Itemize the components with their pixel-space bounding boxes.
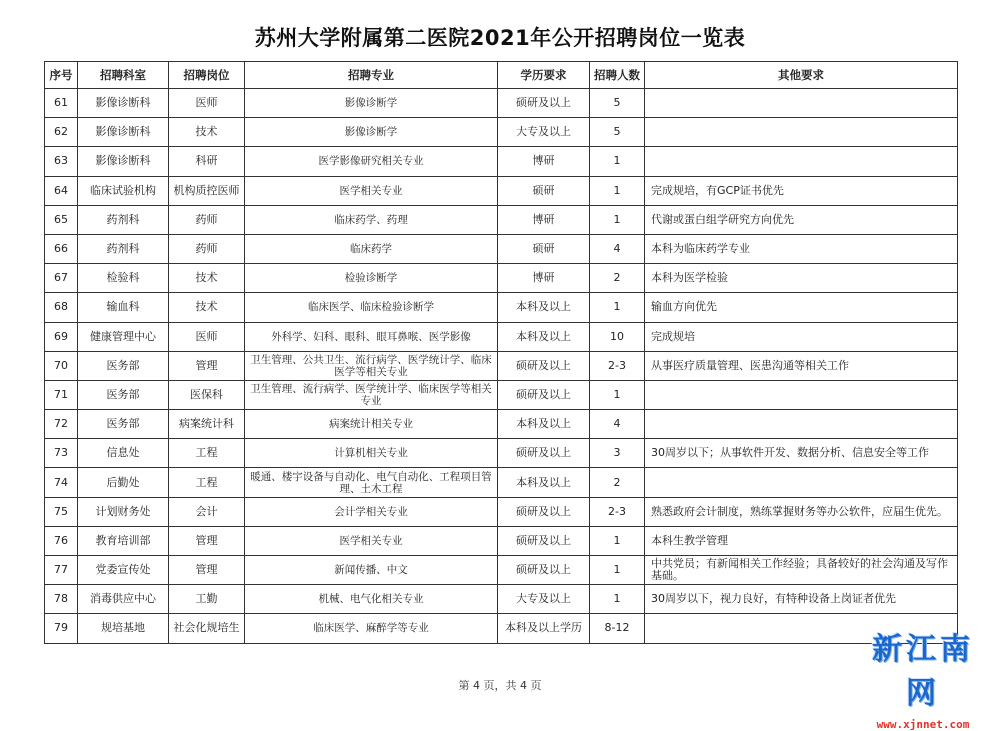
cell-education: 大专及以上 (498, 585, 590, 614)
cell-position: 医师 (169, 89, 245, 118)
cell-education: 本科及以上 (498, 410, 590, 439)
table-row (45, 351, 958, 380)
cell-position: 科研 (169, 147, 245, 176)
cell-position: 药师 (169, 205, 245, 234)
cell-other-requirements (645, 89, 958, 118)
cell-headcount: 2-3 (590, 351, 645, 380)
cell-headcount: 10 (590, 322, 645, 351)
cell-education: 硕研及以上 (498, 439, 590, 468)
cell-headcount: 2 (590, 468, 645, 497)
table-row (45, 497, 958, 526)
cell-major: 病案统计相关专业 (245, 410, 498, 439)
cell-headcount: 1 (590, 147, 645, 176)
cell-other-requirements (645, 614, 958, 643)
table-body (45, 89, 958, 644)
cell-headcount: 4 (590, 410, 645, 439)
cell-education: 博研 (498, 147, 590, 176)
cell-index: 77 (45, 556, 78, 585)
cell-department: 后勤处 (78, 468, 169, 497)
cell-position: 技术 (169, 264, 245, 293)
cell-major: 检验诊断学 (245, 264, 498, 293)
cell-position: 工程 (169, 439, 245, 468)
cell-headcount: 1 (590, 585, 645, 614)
cell-department: 检验科 (78, 264, 169, 293)
cell-major: 卫生管理、公共卫生、流行病学、医学统计学、临床医学等相关专业 (245, 351, 498, 380)
cell-education: 硕研 (498, 176, 590, 205)
cell-education: 博研 (498, 264, 590, 293)
cell-department: 临床试验机构 (78, 176, 169, 205)
table-row (45, 439, 958, 468)
cell-headcount: 1 (590, 380, 645, 409)
cell-position: 病案统计科 (169, 410, 245, 439)
cell-major: 临床医学、临床检验诊断学 (245, 293, 498, 322)
cell-other-requirements: 本科生教学管理 (645, 526, 958, 555)
cell-other-requirements (645, 118, 958, 147)
header-index: 序号 (45, 62, 78, 89)
cell-major: 医学影像研究相关专业 (245, 147, 498, 176)
cell-position: 管理 (169, 351, 245, 380)
cell-other-requirements (645, 468, 958, 497)
cell-major: 临床药学 (245, 234, 498, 263)
cell-department: 影像诊断科 (78, 147, 169, 176)
table-row (45, 234, 958, 263)
table-row (45, 468, 958, 497)
cell-department: 医务部 (78, 380, 169, 409)
cell-other-requirements: 本科为医学检验 (645, 264, 958, 293)
cell-department: 医务部 (78, 351, 169, 380)
cell-position: 管理 (169, 526, 245, 555)
cell-index: 67 (45, 264, 78, 293)
table-row (45, 585, 958, 614)
table-row (45, 380, 958, 409)
cell-index: 68 (45, 293, 78, 322)
header-major: 招聘专业 (245, 62, 498, 89)
cell-major: 医学相关专业 (245, 176, 498, 205)
table-row (45, 118, 958, 147)
cell-index: 69 (45, 322, 78, 351)
cell-department: 影像诊断科 (78, 118, 169, 147)
table-row (45, 526, 958, 555)
cell-index: 62 (45, 118, 78, 147)
table-row (45, 614, 958, 643)
cell-education: 本科及以上 (498, 293, 590, 322)
cell-major: 卫生管理、流行病学、医学统计学、临床医学等相关专业 (245, 380, 498, 409)
cell-major: 机械、电气化相关专业 (245, 585, 498, 614)
document-title: 苏州大学附属第二医院2021年公开招聘岗位一览表 (254, 26, 746, 50)
cell-other-requirements: 从事医疗质量管理、医患沟通等相关工作 (645, 351, 958, 380)
cell-headcount: 1 (590, 176, 645, 205)
cell-other-requirements (645, 380, 958, 409)
header-education: 学历要求 (498, 62, 590, 89)
cell-education: 硕研及以上 (498, 89, 590, 118)
cell-department: 党委宣传处 (78, 556, 169, 585)
cell-index: 64 (45, 176, 78, 205)
cell-education: 硕研及以上 (498, 526, 590, 555)
cell-other-requirements: 30周岁以下，视力良好，有特种设备上岗证者优先 (645, 585, 958, 614)
cell-major: 临床医学、麻醉学等专业 (245, 614, 498, 643)
cell-education: 博研 (498, 205, 590, 234)
cell-other-requirements: 30周岁以下；从事软件开发、数据分析、信息安全等工作 (645, 439, 958, 468)
table-row (45, 89, 958, 118)
cell-index: 65 (45, 205, 78, 234)
cell-major: 临床药学、药理 (245, 205, 498, 234)
cell-education: 本科及以上 (498, 468, 590, 497)
table-row (45, 410, 958, 439)
cell-other-requirements: 熟悉政府会计制度，熟练掌握财务等办公软件，应届生优先。 (645, 497, 958, 526)
cell-other-requirements: 中共党员；有新闻相关工作经验；具备较好的社会沟通及写作基础。 (645, 556, 958, 585)
cell-index: 78 (45, 585, 78, 614)
cell-headcount: 8-12 (590, 614, 645, 643)
cell-position: 机构质控医师 (169, 176, 245, 205)
cell-position: 技术 (169, 118, 245, 147)
cell-major: 医学相关专业 (245, 526, 498, 555)
cell-other-requirements (645, 147, 958, 176)
cell-index: 61 (45, 89, 78, 118)
watermark-url: www.xjnnet.com (876, 718, 970, 731)
cell-index: 75 (45, 497, 78, 526)
table-row (45, 322, 958, 351)
table-header-row (45, 62, 958, 89)
recruitment-table (44, 61, 958, 644)
cell-index: 79 (45, 614, 78, 643)
cell-department: 药剂科 (78, 234, 169, 263)
cell-other-requirements: 完成规培 (645, 322, 958, 351)
cell-department: 药剂科 (78, 205, 169, 234)
cell-headcount: 2 (590, 264, 645, 293)
cell-major: 会计学相关专业 (245, 497, 498, 526)
cell-major: 外科学、妇科、眼科、眼耳鼻喉、医学影像 (245, 322, 498, 351)
cell-education: 本科及以上学历 (498, 614, 590, 643)
cell-education: 大专及以上 (498, 118, 590, 147)
cell-headcount: 1 (590, 293, 645, 322)
header-headcount: 招聘人数 (590, 62, 645, 89)
cell-department: 医务部 (78, 410, 169, 439)
cell-major: 暖通、楼宇设备与自动化、电气自动化、工程项目管理、土木工程 (245, 468, 498, 497)
cell-index: 72 (45, 410, 78, 439)
cell-headcount: 5 (590, 118, 645, 147)
cell-education: 硕研及以上 (498, 380, 590, 409)
cell-headcount: 3 (590, 439, 645, 468)
cell-department: 影像诊断科 (78, 89, 169, 118)
cell-other-requirements (645, 410, 958, 439)
cell-department: 信息处 (78, 439, 169, 468)
cell-education: 硕研及以上 (498, 556, 590, 585)
cell-education: 硕研 (498, 234, 590, 263)
table-row (45, 147, 958, 176)
table-row (45, 293, 958, 322)
cell-headcount: 1 (590, 205, 645, 234)
cell-major: 计算机相关专业 (245, 439, 498, 468)
table-row (45, 176, 958, 205)
page-footer: 第 4 页，共 4 页 (458, 679, 542, 692)
cell-department: 教育培训部 (78, 526, 169, 555)
cell-position: 药师 (169, 234, 245, 263)
cell-index: 71 (45, 380, 78, 409)
cell-index: 70 (45, 351, 78, 380)
table-row (45, 264, 958, 293)
cell-headcount: 1 (590, 526, 645, 555)
table-row (45, 556, 958, 585)
cell-education: 硕研及以上 (498, 351, 590, 380)
cell-position: 会计 (169, 497, 245, 526)
cell-index: 66 (45, 234, 78, 263)
cell-department: 健康管理中心 (78, 322, 169, 351)
cell-headcount: 4 (590, 234, 645, 263)
cell-index: 74 (45, 468, 78, 497)
cell-department: 消毒供应中心 (78, 585, 169, 614)
cell-department: 计划财务处 (78, 497, 169, 526)
cell-other-requirements: 输血方向优先 (645, 293, 958, 322)
cell-other-requirements: 本科为临床药学专业 (645, 234, 958, 263)
cell-position: 管理 (169, 556, 245, 585)
cell-headcount: 1 (590, 556, 645, 585)
cell-position: 技术 (169, 293, 245, 322)
cell-index: 76 (45, 526, 78, 555)
cell-other-requirements: 完成规培，有GCP证书优先 (645, 176, 958, 205)
cell-department: 输血科 (78, 293, 169, 322)
cell-position: 工程 (169, 468, 245, 497)
table-row (45, 205, 958, 234)
header-department: 招聘科室 (78, 62, 169, 89)
cell-education: 硕研及以上 (498, 497, 590, 526)
cell-major: 影像诊断学 (245, 89, 498, 118)
header-other-requirements: 其他要求 (645, 62, 958, 89)
header-position: 招聘岗位 (169, 62, 245, 89)
cell-index: 73 (45, 439, 78, 468)
cell-major: 影像诊断学 (245, 118, 498, 147)
cell-position: 医师 (169, 322, 245, 351)
cell-major: 新闻传播、中文 (245, 556, 498, 585)
cell-position: 工勤 (169, 585, 245, 614)
cell-position: 医保科 (169, 380, 245, 409)
cell-headcount: 2-3 (590, 497, 645, 526)
cell-other-requirements: 代谢或蛋白组学研究方向优先 (645, 205, 958, 234)
cell-department: 规培基地 (78, 614, 169, 643)
cell-position: 社会化规培生 (169, 614, 245, 643)
watermark-logo: 新江南网 (872, 632, 974, 711)
cell-education: 本科及以上 (498, 322, 590, 351)
cell-headcount: 5 (590, 89, 645, 118)
cell-index: 63 (45, 147, 78, 176)
